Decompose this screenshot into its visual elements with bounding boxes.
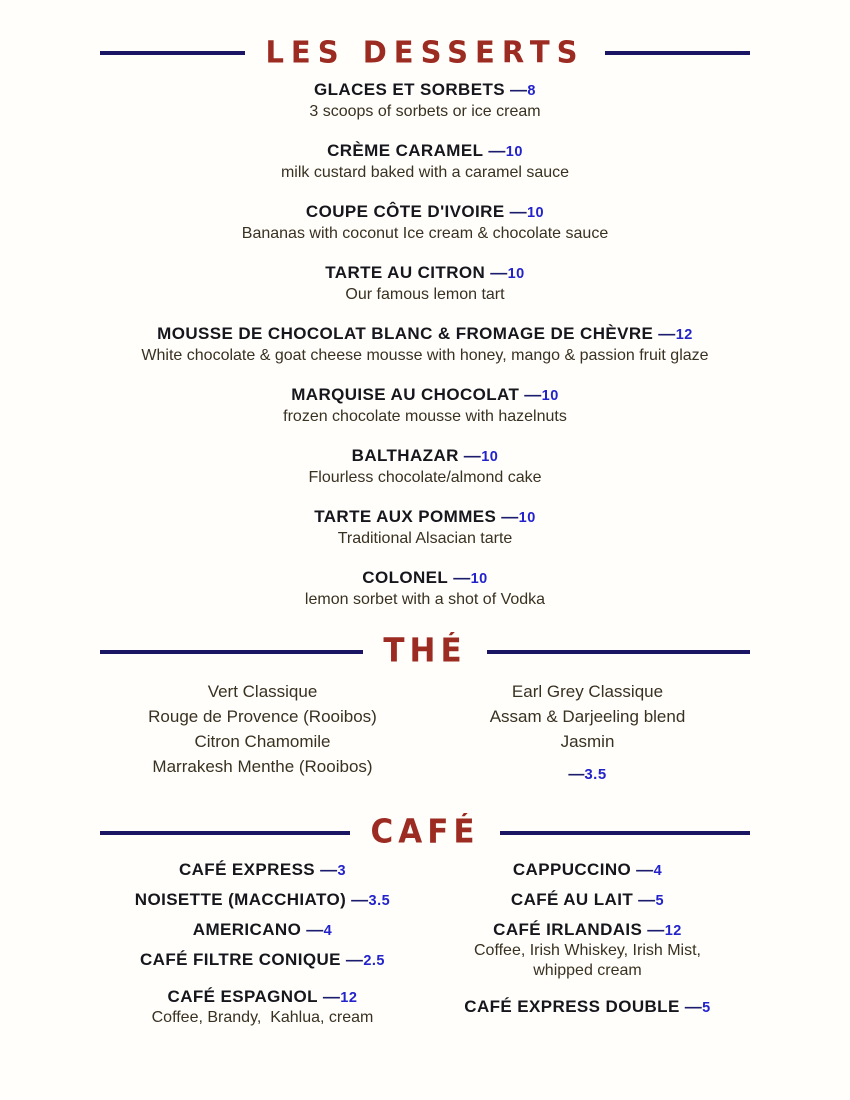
tea-column-right <box>425 679 750 787</box>
menu-item-name <box>100 80 750 101</box>
desserts-section-header <box>100 34 750 70</box>
menu-item-name <box>100 446 750 467</box>
menu-item-description: 3 scoops of sorbets or ice cream <box>309 103 541 120</box>
menu-item-cafe-express-double <box>425 997 750 1018</box>
cafe-columns <box>100 860 750 1037</box>
menu-item-cafe-express <box>100 860 425 881</box>
menu-item-description: Coffee, Brandy, Kahlua, cream <box>151 1009 374 1026</box>
price-dash: — <box>306 920 324 939</box>
menu-item-creme-caramel <box>100 141 750 183</box>
menu-item-description: White chocolate & goat cheese mousse with honey, mango & passion fruit glaze <box>141 347 709 364</box>
divider-line <box>500 831 750 835</box>
menu-item-title: BALTHAZAR <box>351 446 459 465</box>
menu-item-name <box>100 507 750 528</box>
menu-item-name <box>425 997 750 1018</box>
menu-item-description: Flourless chocolate/almond cake <box>308 469 542 486</box>
menu-item-title: COLONEL <box>362 568 449 587</box>
menu-item-title: TARTE AUX POMMES <box>314 507 497 526</box>
cafe-column-left <box>100 860 425 1037</box>
menu-item-description: Coffee, Irish Whiskey, Irish Mist, whipped cream <box>473 942 706 979</box>
price-value: 10 <box>541 388 559 404</box>
tea-item: Rouge de Provence (Rooibos) <box>148 707 377 726</box>
menu-item-marquise-au-chocolat <box>100 385 750 427</box>
price-value: 10 <box>507 266 525 282</box>
menu-item-name <box>100 890 425 911</box>
cafe-section-header <box>100 813 750 851</box>
menu-item-title: MOUSSE DE CHOCOLAT BLANC & FROMAGE DE CHÈVRE <box>157 324 654 343</box>
price-dash: — <box>501 507 519 526</box>
price-dash: — <box>636 860 654 879</box>
price-value: 3.5 <box>584 766 607 783</box>
divider-line <box>487 650 750 654</box>
menu-item-cafe-irlandais <box>425 920 750 981</box>
tea-column-left <box>100 679 425 787</box>
menu-item-americano <box>100 920 425 941</box>
tea-item: Vert Classique <box>207 682 318 701</box>
menu-item-cafe-filtre-conique <box>100 950 425 971</box>
price-dash: — <box>658 324 676 343</box>
menu-item-title: CAFÉ EXPRESS <box>178 860 316 879</box>
tea-item: Marrakesh Menthe (Rooibos) <box>152 757 373 776</box>
divider-line <box>100 831 350 835</box>
menu-item-title: TARTE AU CITRON <box>325 263 486 282</box>
menu-item-coupe-cote-divoire <box>100 202 750 244</box>
menu-item-title: CRÈME CARAMEL <box>327 141 484 160</box>
menu-item-name <box>425 920 750 941</box>
price-dash: — <box>351 890 369 909</box>
tea-section-title: THÉ <box>383 632 467 670</box>
menu-item-name <box>100 568 750 589</box>
price-value: 10 <box>481 449 499 465</box>
price-value: 10 <box>526 205 545 221</box>
price-dash: — <box>509 202 527 221</box>
price-value: 2.5 <box>363 953 385 969</box>
price-value: 12 <box>675 327 693 343</box>
price-dash: — <box>453 568 471 587</box>
menu-item-title: COUPE CÔTE D'IVOIRE <box>305 202 505 221</box>
price-dash: — <box>684 997 703 1016</box>
desserts-section-title: LES DESSERTS <box>265 34 585 70</box>
menu-item-title: CAFÉ ESPAGNOL <box>167 987 318 1006</box>
menu-item-title: CAFÉ FILTRE CONIQUE <box>140 950 341 969</box>
menu-item-description: milk custard baked with a caramel sauce <box>280 164 570 181</box>
price-value: 10 <box>505 144 523 160</box>
price-value: 10 <box>518 510 536 526</box>
price-value: 10 <box>470 571 488 587</box>
menu-item-name <box>100 920 425 941</box>
menu-item-cafe-espagnol <box>100 987 425 1028</box>
menu-item-cafe-au-lait <box>425 890 750 911</box>
menu-item-name <box>425 890 750 911</box>
menu-item-title: AMERICANO <box>192 920 302 939</box>
tea-columns <box>100 679 750 787</box>
menu-item-name <box>100 950 425 971</box>
menu-item-noisette <box>100 890 425 911</box>
menu-item-title: CAFÉ EXPRESS DOUBLE <box>464 997 680 1016</box>
price-value: 3 <box>337 863 347 879</box>
tea-section-header <box>100 632 750 670</box>
price-value: 8 <box>527 83 536 99</box>
menu-item-description: Our famous lemon tart <box>345 286 505 303</box>
tea-item: Jasmin <box>560 732 615 751</box>
tea-item: Citron Chamomile <box>194 732 331 751</box>
menu-item-description: Traditional Alsacian tarte <box>337 530 513 547</box>
menu-item-title: GLACES ET SORBETS <box>314 80 505 99</box>
menu-item-colonel <box>100 568 750 610</box>
price-dash: — <box>463 446 482 465</box>
menu-item-name <box>100 385 750 406</box>
menu-item-description: lemon sorbet with a shot of Vodka <box>304 591 546 608</box>
menu-item-description: Bananas with coconut Ice cream & chocolate sauce <box>241 225 609 242</box>
desserts-list <box>100 80 750 610</box>
menu-item-name <box>100 141 750 162</box>
price-dash: — <box>488 141 506 160</box>
menu-page <box>100 0 750 1037</box>
divider-line <box>100 51 245 55</box>
menu-item-cappuccino <box>425 860 750 881</box>
price-dash: — <box>490 263 508 282</box>
cafe-column-right <box>425 860 750 1037</box>
tea-item: Earl Grey Classique <box>511 682 664 701</box>
menu-item-title: CAFÉ IRLANDAIS <box>493 920 643 939</box>
menu-item-name <box>425 860 750 881</box>
tea-item: Assam & Darjeeling blend <box>489 707 686 726</box>
menu-item-title: CAFÉ AU LAIT <box>510 890 634 909</box>
menu-item-name <box>100 860 425 881</box>
price-dash: — <box>568 766 585 783</box>
price-value: 5 <box>702 1000 711 1016</box>
price-value: 5 <box>655 893 665 909</box>
price-dash: — <box>638 890 656 909</box>
menu-item-name <box>100 263 750 284</box>
menu-item-title: NOISETTE (MACCHIATO) <box>134 890 347 909</box>
menu-item-tarte-au-citron <box>100 263 750 305</box>
menu-item-title: MARQUISE AU CHOCOLAT <box>291 385 520 404</box>
divider-line <box>100 650 363 654</box>
price-value: 4 <box>323 923 333 939</box>
price-dash: — <box>320 860 338 879</box>
price-value: 12 <box>340 990 358 1006</box>
cafe-section-title: CAFÉ <box>370 813 480 851</box>
price-value: 4 <box>653 863 663 879</box>
price-value: 12 <box>664 923 682 939</box>
menu-item-name <box>100 324 750 345</box>
menu-item-balthazar <box>100 446 750 488</box>
divider-line <box>605 51 750 55</box>
menu-item-description: frozen chocolate mousse with hazelnuts <box>283 408 567 425</box>
price-dash: — <box>647 920 665 939</box>
tea-price <box>425 762 750 787</box>
menu-item-mousse-chocolat-blanc <box>100 324 750 366</box>
price-dash: — <box>510 80 528 99</box>
menu-item-tarte-aux-pommes <box>100 507 750 549</box>
price-value: 3.5 <box>368 893 391 909</box>
price-dash: — <box>322 987 341 1006</box>
menu-item-name <box>100 987 425 1008</box>
menu-item-title: CAPPUCCINO <box>512 860 632 879</box>
menu-item-name <box>100 202 750 223</box>
price-dash: — <box>524 385 542 404</box>
price-dash: — <box>345 950 364 969</box>
menu-item-glaces <box>100 80 750 122</box>
